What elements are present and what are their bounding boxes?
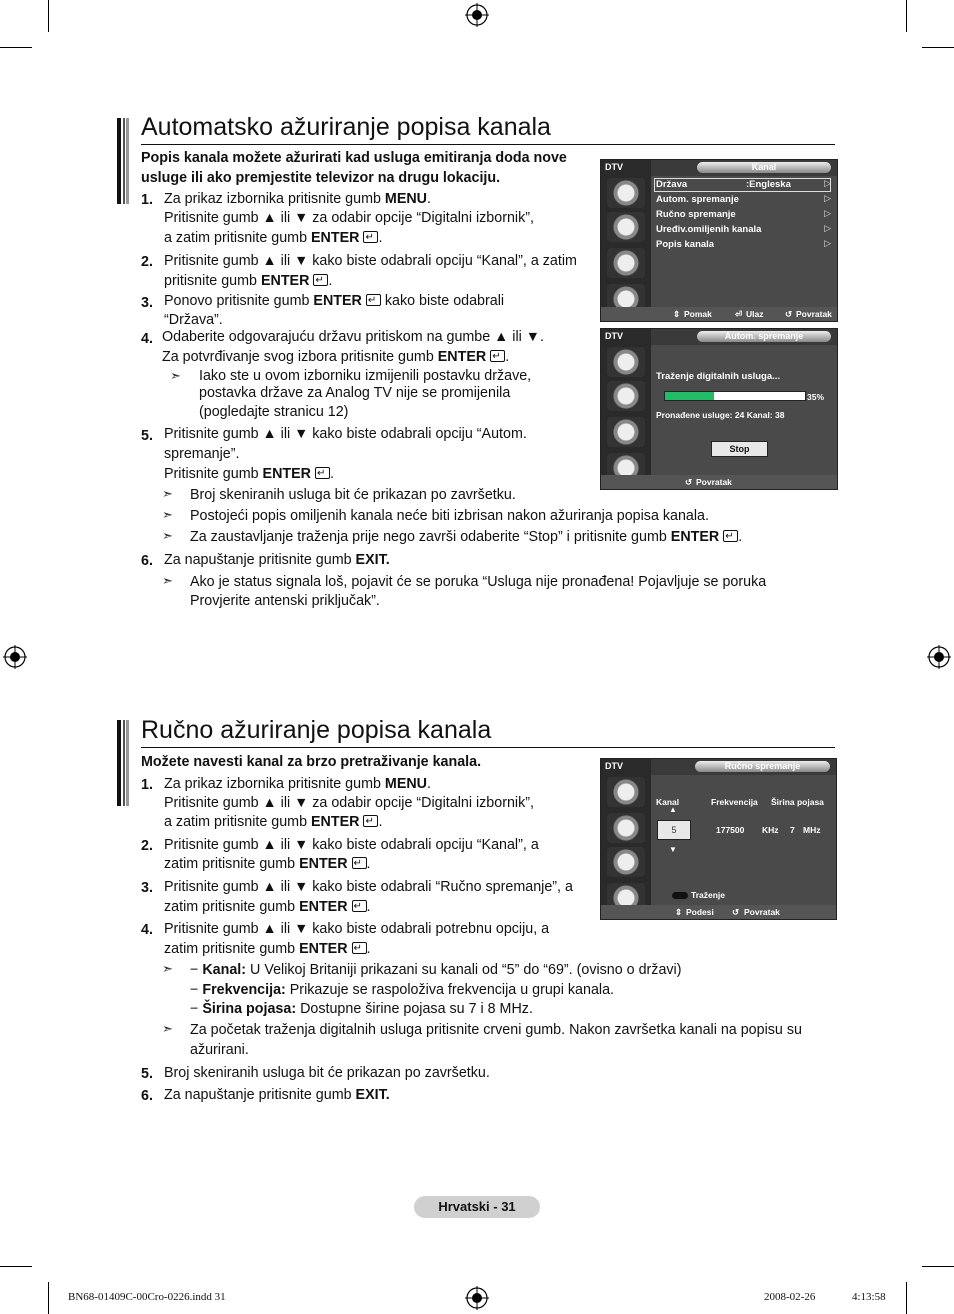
- step-text: pritisnite gumb ENTER↵ .: [164, 272, 332, 292]
- enter-icon: ⏎: [735, 309, 743, 319]
- osd-title: Ručno spremanje: [695, 761, 830, 772]
- step-text: Pritisnite gumb ▲ ili ▼ kako biste odabrali opciju “Kanal”, a: [164, 837, 539, 853]
- return-icon: ↺: [732, 907, 740, 917]
- setup-gear-icon: [607, 417, 645, 447]
- sound-icon: [607, 212, 645, 242]
- step-number: 4.: [141, 922, 153, 938]
- arrow-right-icon: ▷: [824, 178, 831, 188]
- adjust-icon: ⇕: [675, 907, 683, 917]
- col-frequency: Frekvencija: [711, 797, 758, 807]
- osd-sidebar: [601, 329, 651, 489]
- step-number: 2.: [141, 254, 153, 270]
- osd-dtv-label: DTV: [605, 331, 623, 341]
- step-text: Pritisnite gumb ▲ ili ▼ kako biste odabrali opciju “Kanal”, a zatim: [164, 253, 577, 269]
- osd-item-country[interactable]: Država: [656, 179, 688, 190]
- red-button-icon: [672, 892, 688, 899]
- section-rule: [141, 144, 835, 145]
- note-text: Postojeći popis omiljenih kanala neće biti izbrisan nakon ažuriranja popisa kanala.: [190, 508, 709, 524]
- note-arrow-icon: ➣: [162, 486, 173, 501]
- osd-found-text: Pronađene usluge: 24 Kanal: 38: [656, 410, 785, 420]
- file-slug: BN68-01409C-00Cro-0226.indd 31: [68, 1291, 226, 1303]
- note-arrow-icon: ➣: [170, 368, 181, 383]
- osd-title: Kanal: [697, 162, 831, 173]
- section-title: Ručno ažuriranje popisa kanala: [141, 716, 492, 744]
- progress-track: [664, 391, 806, 401]
- registration-mark-icon: [927, 645, 951, 669]
- note-text: postavka države za Analog TV nije se promijenila: [199, 385, 511, 401]
- stop-button[interactable]: Stop: [711, 441, 768, 457]
- note-text: ažurirani.: [190, 1042, 249, 1058]
- note-arrow-icon: ➣: [162, 507, 173, 522]
- osd-menu-list: [651, 176, 837, 307]
- note-text: Broj skeniranih usluga bit će prikazan po završetku.: [190, 487, 516, 503]
- osd-footer-move: Pomak: [684, 309, 712, 319]
- osd-footer: [601, 475, 837, 489]
- picture-icon: [607, 347, 645, 377]
- enter-icon: [490, 350, 505, 362]
- osd-search-label: Traženje: [691, 890, 726, 900]
- section-accent-bar: [117, 118, 129, 204]
- osd-footer-return: Povratak: [796, 309, 832, 319]
- page-number: Hrvatski - 31: [414, 1196, 540, 1218]
- note-text: Ako je status signala loš, pojavit će se poruka “Usluga nije pronađena! Pojavljuje se poruka: [190, 574, 767, 590]
- arrow-right-icon: ▷: [824, 208, 831, 218]
- step-number: 5.: [141, 1066, 153, 1082]
- option-bandwidth: − Širina pojasa: Dostupne širine pojasa su 7 i 8 MHz.: [190, 1001, 533, 1017]
- picture-icon: [607, 178, 645, 208]
- step-text: zatim pritisnite gumb ENTER↵ .: [164, 898, 371, 918]
- enter-icon: [313, 274, 328, 286]
- enter-icon: [352, 942, 367, 954]
- osd-sidebar: [601, 759, 651, 919]
- osd-country-value: :Engleska: [746, 179, 791, 190]
- step-number: 1.: [141, 777, 153, 793]
- option-frequency: − Frekvencija: Prikazuje se raspoloživa frekvencija u grupi kanala.: [190, 982, 614, 998]
- kanal-input[interactable]: 5: [657, 820, 691, 840]
- freq-value: 177500: [716, 825, 745, 835]
- step-text: Pritisnite gumb ENTER↵ .: [164, 465, 334, 485]
- step-text: zatim pritisnite gumb ENTER↵ .: [164, 855, 371, 875]
- progress-fill: [665, 392, 714, 400]
- osd-manual-store: [600, 758, 837, 920]
- osd-dtv-label: DTV: [605, 162, 623, 172]
- note-text: Za zaustavljanje traženja prije nego završi odaberite “Stop” i pritisnite gumb ENTER↵ .: [190, 528, 742, 548]
- step-text: Za potvrđivanje svog izbora pritisnite gumb ENTER↵ .: [162, 348, 509, 368]
- step-text: spremanje”.: [164, 446, 240, 462]
- enter-icon: [363, 815, 378, 827]
- step-text: “Država”.: [164, 312, 223, 328]
- step-number: 1.: [141, 192, 153, 208]
- osd-channel-menu: [600, 159, 838, 322]
- progress-percent: 35%: [807, 392, 825, 402]
- osd-item-auto-store[interactable]: Autom. spremanje: [656, 194, 739, 205]
- step-text: Pritisnite gumb ▲ ili ▼ za odabir opcije “Digitalni izbornik”,: [164, 795, 534, 811]
- osd-title: Autom. spremanje: [697, 331, 831, 342]
- return-icon: ↺: [785, 309, 793, 319]
- freq-unit: KHz: [762, 825, 779, 835]
- note-arrow-icon: ➣: [162, 573, 173, 588]
- arrow-right-icon: ▷: [824, 193, 831, 203]
- enter-icon: [366, 294, 381, 306]
- osd-dtv-label: DTV: [605, 761, 623, 771]
- return-icon: ↺: [685, 477, 693, 487]
- osd-item-manual-store[interactable]: Ručno spremanje: [656, 209, 736, 220]
- sound-icon: [607, 381, 645, 411]
- step-number: 4.: [141, 331, 153, 347]
- step-text: a zatim pritisnite gumb ENTER↵ .: [164, 229, 382, 249]
- col-kanal: Kanal: [656, 797, 680, 807]
- section-title: Automatsko ažuriranje popisa kanala: [141, 113, 551, 141]
- note-arrow-icon: ➣: [162, 528, 173, 543]
- step-text: Ponovo pritisnite gumb ENTER↵ kako biste odabrali: [164, 292, 504, 312]
- step-text: Pritisnite gumb ▲ ili ▼ kako biste odabrali opciju “Autom.: [164, 426, 527, 442]
- osd-footer-return: Povratak: [744, 907, 780, 917]
- note-text: (pogledajte stranicu 12): [199, 404, 349, 420]
- step-number: 2.: [141, 838, 153, 854]
- osd-item-favourites[interactable]: Uređiv.omiljenih kanala: [656, 224, 762, 235]
- intro-text: Možete navesti kanal za brzo pretraživanje kanala.: [141, 754, 482, 770]
- step-text: Za prikaz izbornika pritisnite gumb MENU.: [164, 776, 431, 792]
- arrow-right-icon: ▷: [824, 238, 831, 248]
- note-text: Za početak traženja digitalnih usluga pritisnite crveni gumb. Nakon završetka kanali na popisu su: [190, 1022, 802, 1038]
- registration-mark-icon: [465, 3, 489, 27]
- slug-time: 4:13:58: [852, 1291, 886, 1303]
- note-text: Iako ste u ovom izborniku izmijenili postavku države,: [199, 368, 532, 384]
- step-text: Odaberite odgovarajuću državu pritiskom na gumbe ▲ ili ▼.: [162, 329, 544, 345]
- step-text: Pritisnite gumb ▲ ili ▼ za odabir opcije “Digitalni izbornik”,: [164, 210, 534, 226]
- osd-auto-store-body: [651, 345, 837, 475]
- osd-item-channel-list[interactable]: Popis kanala: [656, 239, 715, 250]
- bw-unit: MHz: [803, 825, 821, 835]
- enter-icon: [352, 900, 367, 912]
- step-number: 5.: [141, 428, 153, 444]
- arrow-right-icon: ▷: [824, 223, 831, 233]
- arrow-up-icon[interactable]: ▲: [669, 805, 677, 814]
- note-arrow-icon: ➣: [162, 1021, 173, 1036]
- intro-text: usluge ili ako premjestite televizor na drugu lokaciju.: [141, 170, 501, 186]
- step-number: 3.: [141, 295, 153, 311]
- step-text: Broj skeniranih usluga bit će prikazan po završetku.: [164, 1065, 490, 1081]
- move-icon: ⇕: [673, 309, 681, 319]
- step-text: Pritisnite gumb ▲ ili ▼ kako biste odabrali “Ručno spremanje”, a: [164, 879, 573, 895]
- step-number: 3.: [141, 880, 153, 896]
- osd-auto-store: [600, 328, 838, 490]
- step-text: Za prikaz izbornika pritisnite gumb MENU.: [164, 191, 431, 207]
- registration-mark-icon: [465, 1286, 489, 1310]
- section-accent-bar: [117, 720, 129, 806]
- step-text: a zatim pritisnite gumb ENTER↵ .: [164, 813, 382, 833]
- osd-footer-adjust: Podesi: [686, 907, 714, 917]
- section-rule: [141, 747, 835, 748]
- osd-footer: [601, 905, 836, 919]
- step-number: 6.: [141, 1088, 153, 1104]
- osd-footer-enter: Ulaz: [746, 309, 764, 319]
- osd-footer: [601, 307, 837, 321]
- arrow-down-icon[interactable]: ▼: [669, 845, 677, 854]
- enter-icon: [315, 467, 330, 479]
- bw-value: 7: [790, 825, 795, 835]
- col-bandwidth: Širina pojasa: [771, 797, 824, 807]
- osd-footer-return: Povratak: [696, 477, 732, 487]
- sound-icon: [607, 813, 645, 843]
- picture-icon: [607, 777, 645, 807]
- step-text: Pritisnite gumb ▲ ili ▼ kako biste odabrali potrebnu opciju, a: [164, 921, 550, 937]
- osd-sidebar: [601, 160, 651, 321]
- enter-icon: [723, 530, 738, 542]
- enter-icon: [352, 857, 367, 869]
- option-kanal: − Kanal: U Velikoj Britaniji prikazani su kanali od “5” do “69”. (ovisno o državi): [190, 962, 682, 978]
- osd-manual-body: [651, 775, 836, 905]
- note-text: Provjerite antenski priključak”.: [190, 593, 380, 609]
- step-text: Za napuštanje pritisnite gumb EXIT.: [164, 1087, 390, 1103]
- step-text: Za napuštanje pritisnite gumb EXIT.: [164, 552, 390, 568]
- setup-gear-icon: [607, 847, 645, 877]
- setup-gear-icon: [607, 248, 645, 278]
- slug-date: 2008-02-26: [764, 1291, 816, 1303]
- enter-icon: [363, 231, 378, 243]
- osd-searching-text: Traženje digitalnih usluga...: [656, 371, 781, 382]
- note-arrow-icon: ➣: [162, 961, 173, 976]
- step-text: zatim pritisnite gumb ENTER↵ .: [164, 940, 371, 960]
- step-number: 6.: [141, 553, 153, 569]
- registration-mark-icon: [3, 645, 27, 669]
- intro-text: Popis kanala možete ažurirati kad usluga emitiranja doda nove: [141, 150, 567, 166]
